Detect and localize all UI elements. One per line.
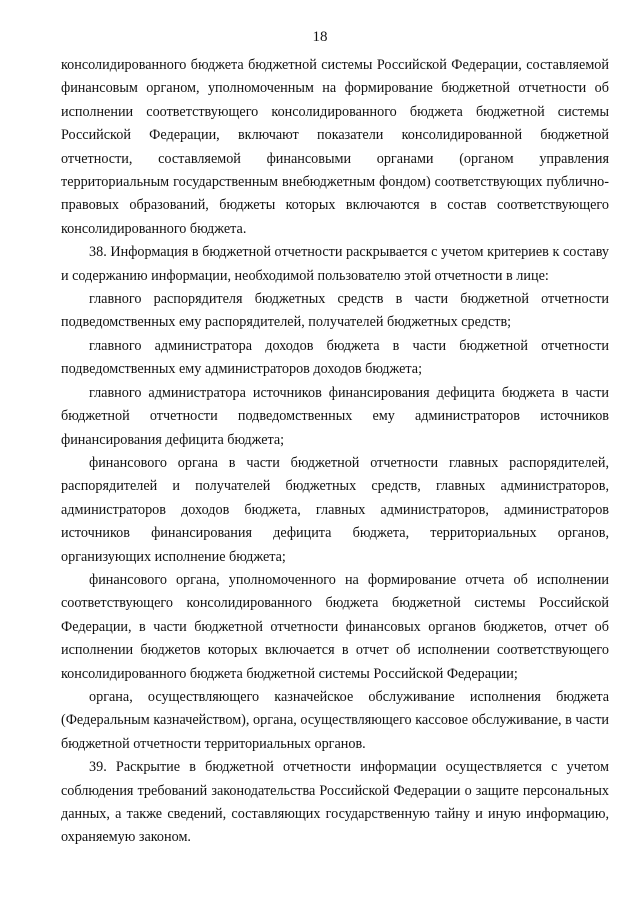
list-item: финансового органа, уполномоченного на формирование отчета об исполнении соответствующего консолидированного бюджета бюджетной системы Российской Федерации, в части бюджетной отчетности финансовых органов бюджетов, отчет об исполнении бюджетов которых включается в отчет об исполнении соответствующего консолидированного бюджета бюджетной системы Российской Федерации; bbox=[61, 571, 609, 682]
list-item: главного администратора доходов бюджета в части бюджетной отчетности подведомственных ему администраторов доходов бюджета; bbox=[61, 337, 609, 378]
page-number: 18 bbox=[312, 29, 328, 45]
list-item: органа, осуществляющего казначейское обслуживание исполнения бюджета (Федеральным казначейством), органа, осуществляющего кассовое обслуживание, в части бюджетной отчетности территориальных органов. bbox=[61, 688, 609, 752]
paragraph-item-38: 38. Информация в бюджетной отчетности раскрывается с учетом критериев к составу и содержанию информации, необходимой пользователю этой отчетности в лице: bbox=[61, 244, 609, 284]
paragraph-continuation: консолидированного бюджета бюджетной системы Российской Федерации, составляемой финансовым органом, уполномоченным на формирование бюджетной отчетности об исполнении соответствующего консолидированного бюджета бюджетной системы Российской Федерации, включают показатели консолидированной бюджетной отчетности, составляемой финансовыми органами (органом управления территориальным государственным внебюджетным фондом) соответствующих публично-правовых образований, бюджеты которых включаются в состав соответствующего консолидированного бюджета. bbox=[61, 57, 609, 237]
paragraph-item-39: 39. Раскрытие в бюджетной отчетности информации осуществляется с учетом соблюдения требований законодательства Российской Федерации о защите персональных данных, а также сведений, составляющих государственную тайну и иную информацию, охраняемую законом. bbox=[61, 759, 609, 846]
list-item: главного администратора источников финансирования дефицита бюджета в части бюджетной отчетности подведомственных ему администраторов источников финансирования дефицита бюджета; bbox=[61, 384, 609, 448]
list-item: финансового органа в части бюджетной отчетности главных распорядителей, распорядителей и получателей бюджетных средств, главных администраторов, администраторов доходов бюджета, главных администраторов, администраторов источников финансирования дефицита бюджета, территориальных органов, организующих исполнение бюджета; bbox=[61, 454, 609, 565]
document-body bbox=[61, 54, 609, 850]
list-item: главного распорядителя бюджетных средств в части бюджетной отчетности подведомственных ему распорядителей, получателей бюджетных средств; bbox=[61, 291, 609, 331]
